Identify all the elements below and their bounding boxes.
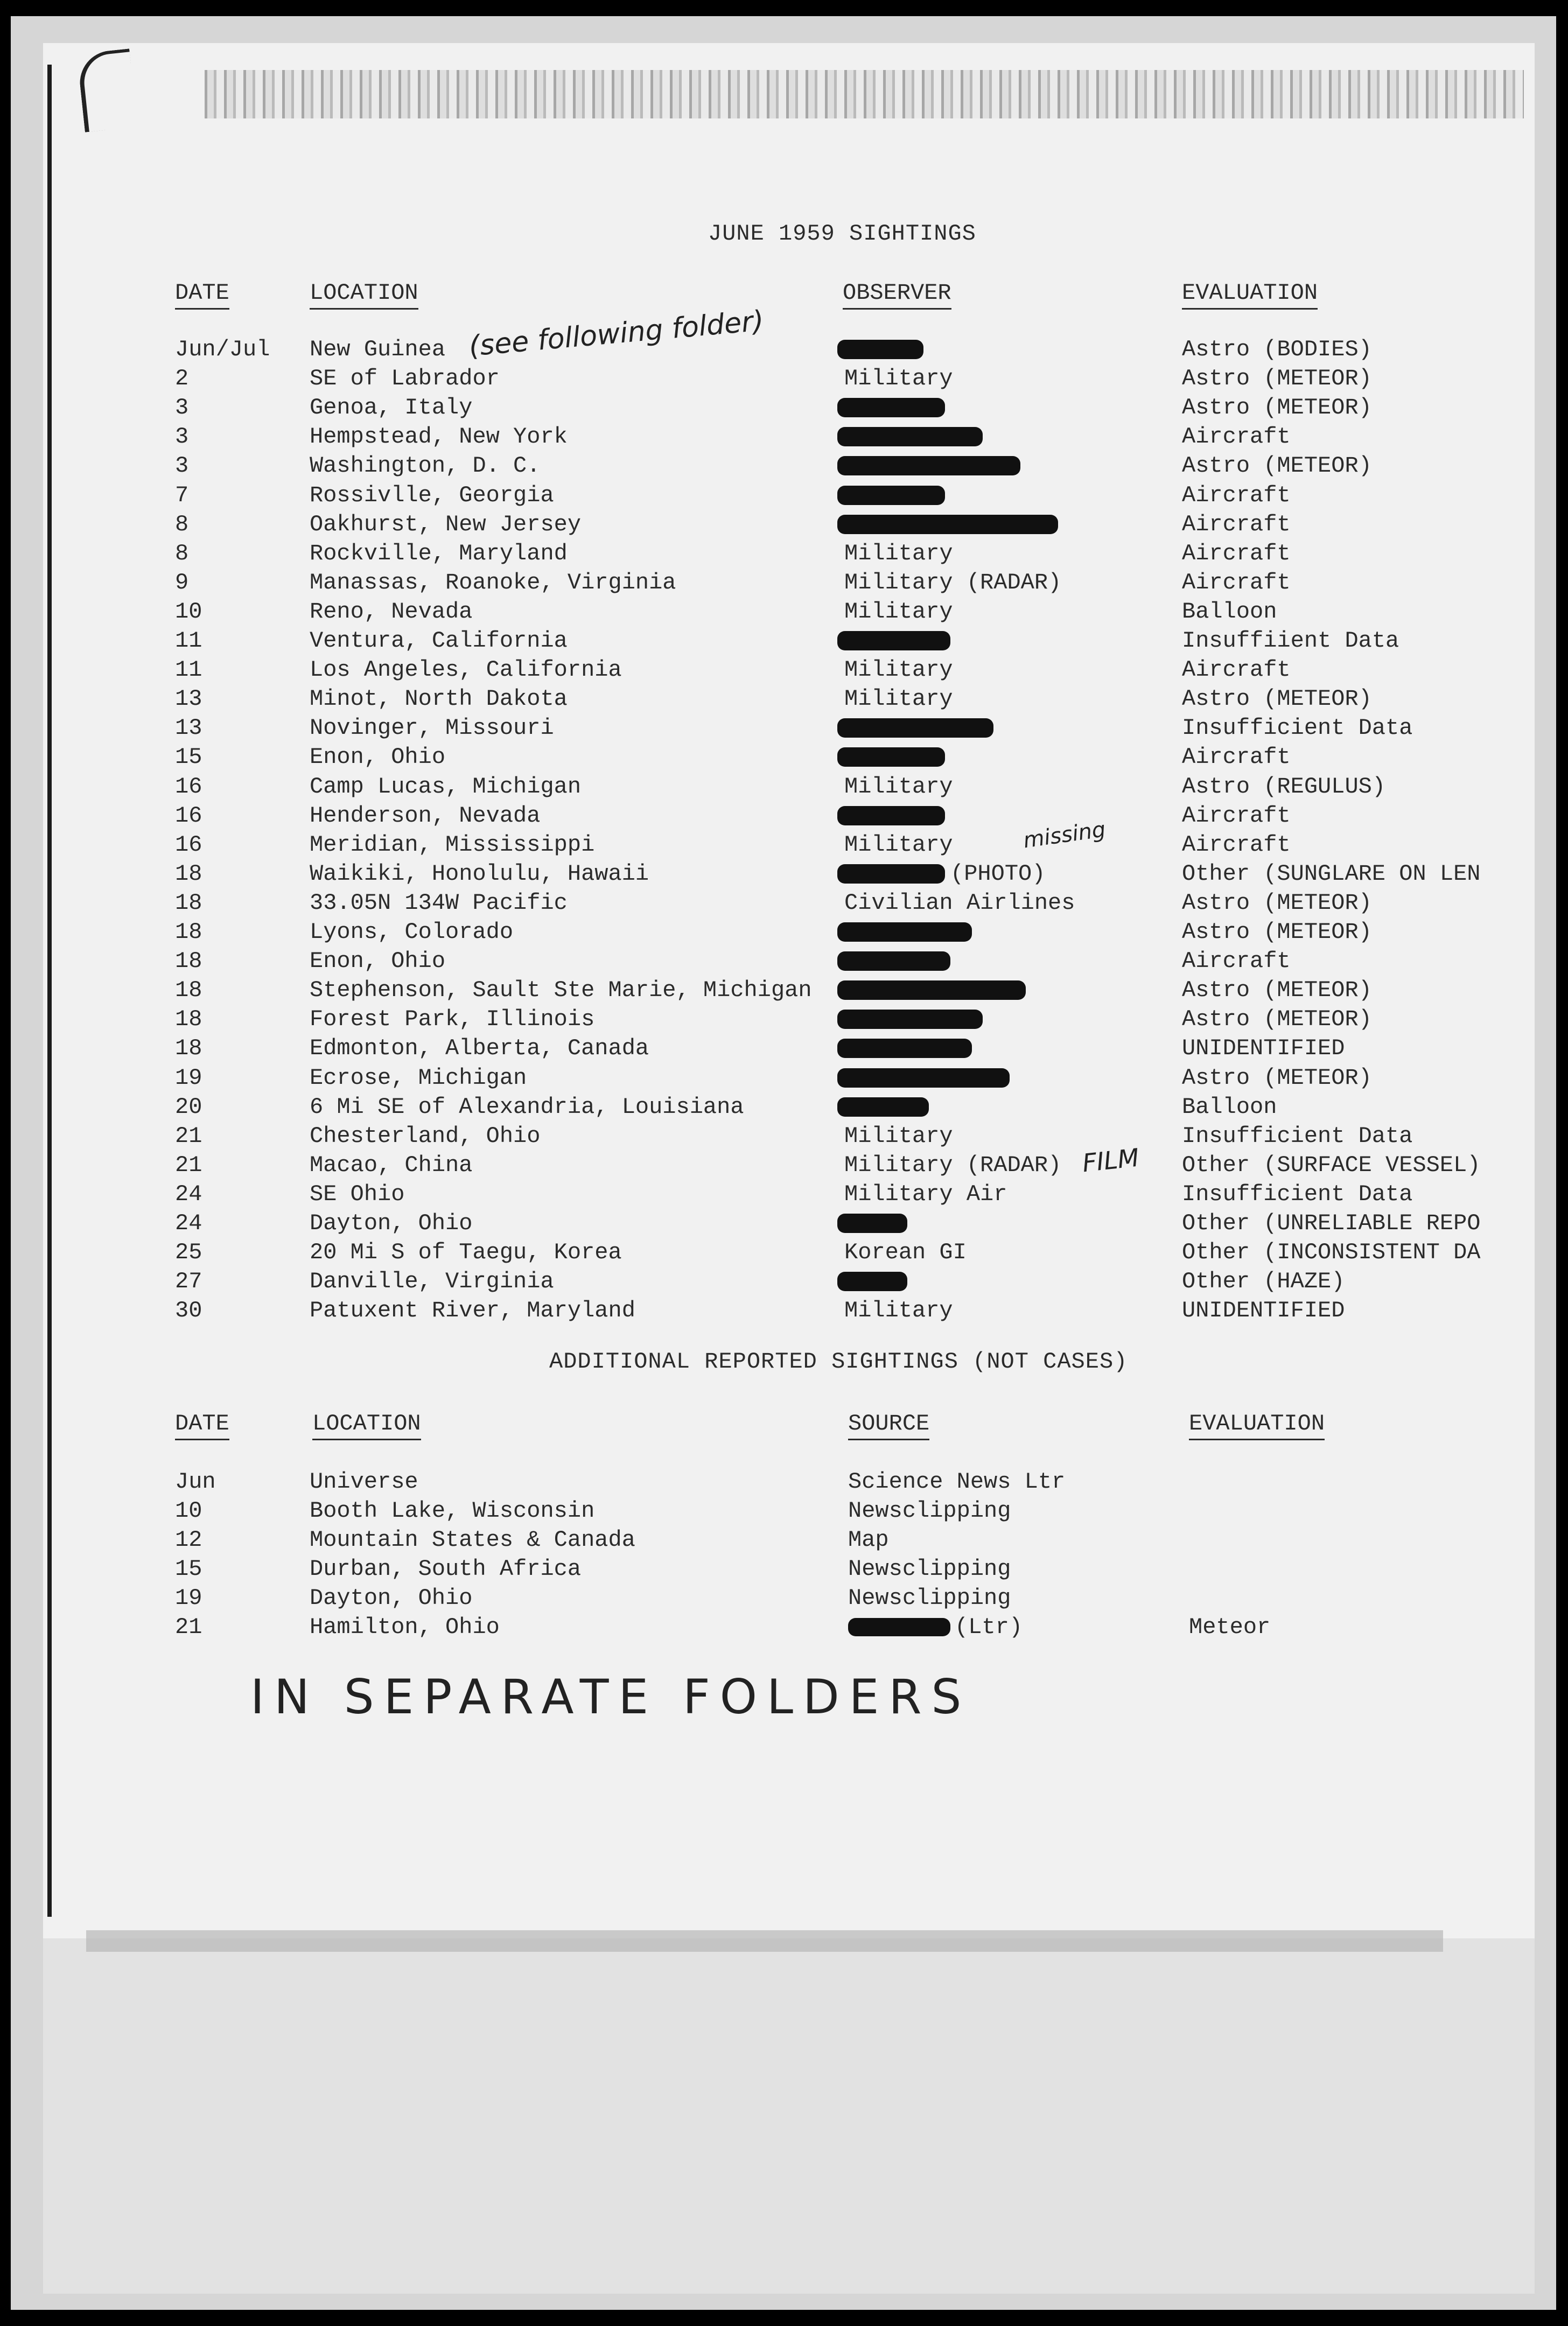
row-date: 12 xyxy=(175,1527,202,1553)
row-date: Jun/Jul xyxy=(175,337,270,362)
row-evaluation: Balloon xyxy=(1182,1094,1277,1120)
row-source xyxy=(848,1498,1011,1524)
row-evaluation: Aircraft xyxy=(1182,511,1291,537)
row-date: 30 xyxy=(175,1298,202,1324)
row-observer: Military xyxy=(844,657,953,683)
redaction-bar xyxy=(837,340,923,359)
table-row xyxy=(0,599,1568,628)
table-row xyxy=(0,1035,1568,1064)
row-location: Hempstead, New York xyxy=(310,424,568,450)
redaction-bar xyxy=(837,456,1020,475)
row-location: Henderson, Nevada xyxy=(310,802,541,829)
row-evaluation: Insufficient Data xyxy=(1182,1181,1413,1207)
row-source-text: Newsclipping xyxy=(848,1585,1011,1611)
table-row xyxy=(0,1298,1568,1327)
row-location: Universe xyxy=(310,1469,418,1495)
row-evaluation: Astro (METEOR) xyxy=(1182,453,1372,479)
row-evaluation: Aircraft xyxy=(1182,948,1291,975)
table-row xyxy=(0,512,1568,541)
header-observer: OBSERVER xyxy=(843,280,951,306)
row-date: 10 xyxy=(175,598,202,625)
row-source xyxy=(848,1556,1011,1582)
row-location: Genoa, Italy xyxy=(310,395,473,421)
redaction-bar xyxy=(837,427,983,446)
row-location: Ecrose, Michigan xyxy=(310,1064,527,1091)
row-location: Enon, Ohio xyxy=(310,948,446,975)
row-source-text: Map xyxy=(848,1527,889,1553)
row-location: Forest Park, Illinois xyxy=(310,1006,595,1033)
row-evaluation: Astro (METEOR) xyxy=(1182,919,1372,945)
table-row xyxy=(0,482,1568,512)
scan-noise-strip xyxy=(205,70,1524,118)
row-observer: Military xyxy=(844,686,953,712)
row-location: Lyons, Colorado xyxy=(310,919,514,945)
row-observer: Military (RADAR) xyxy=(844,1152,1062,1178)
redaction-bar xyxy=(837,486,945,505)
table-row xyxy=(0,1527,1568,1556)
row-date: 13 xyxy=(175,686,202,712)
table-row xyxy=(0,541,1568,570)
row-observer: Military xyxy=(844,366,953,392)
table-row xyxy=(0,919,1568,948)
row-location: Booth Lake, Wisconsin xyxy=(310,1498,595,1524)
row-evaluation: Aircraft xyxy=(1182,657,1291,683)
additional-title: ADDITIONAL REPORTED SIGHTINGS (NOT CASES) xyxy=(549,1349,1128,1375)
table-row xyxy=(0,337,1568,366)
row-date: 10 xyxy=(175,1498,202,1524)
row-date: 25 xyxy=(175,1239,202,1266)
row-location: Camp Lucas, Michigan xyxy=(310,773,582,800)
row-location: Waikiki, Honolulu, Hawaii xyxy=(310,860,649,887)
row-location: Enon, Ohio xyxy=(310,744,446,770)
row-date: 3 xyxy=(175,424,189,450)
handwritten-separate-folders: IN SEPARATE FOLDERS xyxy=(250,1669,971,1725)
row-date: 11 xyxy=(175,657,202,683)
table-row xyxy=(0,861,1568,890)
row-evaluation: Insufficient Data xyxy=(1182,1123,1413,1149)
row-date: 24 xyxy=(175,1210,202,1236)
row-date: 18 xyxy=(175,977,202,1004)
table-row xyxy=(0,832,1568,861)
table-row xyxy=(0,1006,1568,1035)
row-source xyxy=(848,1527,889,1553)
row-evaluation: Other (UNRELIABLE REPO xyxy=(1182,1210,1481,1236)
page-shadow xyxy=(86,1930,1443,1952)
row-observer: Military xyxy=(844,540,953,566)
table-row xyxy=(0,366,1568,395)
redaction-bar xyxy=(837,631,950,650)
row-observer: Military xyxy=(844,598,953,625)
table-row xyxy=(0,1585,1568,1614)
row-date: 2 xyxy=(175,366,189,392)
table-row xyxy=(0,1123,1568,1152)
row-evaluation: Other (SUNGLARE ON LEN xyxy=(1182,860,1481,887)
redaction-bar xyxy=(837,398,945,417)
row-location: SE Ohio xyxy=(310,1181,405,1207)
row-observer: Korean GI xyxy=(844,1239,967,1266)
redaction-bar xyxy=(837,1010,983,1029)
redaction-bar xyxy=(837,1039,972,1058)
row-evaluation: Astro (METEOR) xyxy=(1182,686,1372,712)
header-location: LOCATION xyxy=(310,280,418,306)
row-date: 18 xyxy=(175,919,202,945)
row-evaluation: Astro (METEOR) xyxy=(1182,1064,1372,1091)
row-date: 3 xyxy=(175,453,189,479)
row-location: Stephenson, Sault Ste Marie, Michigan xyxy=(310,977,812,1004)
table-row xyxy=(0,424,1568,453)
row-evaluation: Insuffiient Data xyxy=(1182,628,1399,654)
redaction-bar xyxy=(837,1272,907,1291)
row-observer: Military (RADAR) xyxy=(844,569,1062,595)
row-evaluation: Aircraft xyxy=(1182,540,1291,566)
row-date: 11 xyxy=(175,628,202,654)
row-date: 19 xyxy=(175,1064,202,1091)
row-date: 18 xyxy=(175,860,202,887)
row-evaluation: Astro (METEOR) xyxy=(1182,977,1372,1004)
table-row xyxy=(0,1152,1568,1181)
row-date: 16 xyxy=(175,802,202,829)
row-location: Chesterland, Ohio xyxy=(310,1123,541,1149)
row-evaluation: Astro (REGULUS) xyxy=(1182,773,1386,800)
row-location: Manassas, Roanoke, Virginia xyxy=(310,569,676,595)
row-evaluation: Aircraft xyxy=(1182,424,1291,450)
row-location: Mountain States & Canada xyxy=(310,1527,635,1553)
table-row xyxy=(0,1094,1568,1123)
row-date: 18 xyxy=(175,948,202,975)
table-row xyxy=(0,453,1568,482)
row-date: 13 xyxy=(175,715,202,741)
row-date: 18 xyxy=(175,889,202,916)
row-date: 3 xyxy=(175,395,189,421)
row-date: 16 xyxy=(175,773,202,800)
row-source xyxy=(848,1469,1065,1495)
header-evaluation: EVALUATION xyxy=(1182,280,1318,306)
table-row xyxy=(0,1498,1568,1527)
redaction-bar xyxy=(837,1068,1010,1088)
table-row xyxy=(0,1239,1568,1269)
row-location: Dayton, Ohio xyxy=(310,1585,473,1611)
row-date: 9 xyxy=(175,569,189,595)
additional-header-location: LOCATION xyxy=(312,1411,421,1437)
table-row xyxy=(0,1269,1568,1298)
additional-header-date: DATE xyxy=(175,1411,229,1437)
redaction-bar xyxy=(848,1618,950,1636)
row-location: Durban, South Africa xyxy=(310,1556,582,1582)
redaction-bar xyxy=(837,922,972,942)
row-evaluation: Astro (METEOR) xyxy=(1182,1006,1372,1033)
table-row xyxy=(0,1556,1568,1585)
row-date: 8 xyxy=(175,540,189,566)
row-evaluation: Insufficient Data xyxy=(1182,715,1413,741)
redaction-bar xyxy=(837,718,993,738)
handwritten-missing: missing xyxy=(1021,817,1108,853)
row-observer: Military xyxy=(844,831,953,858)
redaction-bar xyxy=(837,1214,907,1233)
row-date: 21 xyxy=(175,1123,202,1149)
row-location: Macao, China xyxy=(310,1152,473,1178)
row-date: 8 xyxy=(175,511,189,537)
row-observer: Military Air xyxy=(844,1181,1007,1207)
row-evaluation: Aircraft xyxy=(1182,831,1291,858)
row-evaluation: Aircraft xyxy=(1182,482,1291,508)
table-row xyxy=(0,1614,1568,1643)
table-row xyxy=(0,628,1568,657)
table-row xyxy=(0,570,1568,599)
additional-header-source: SOURCE xyxy=(848,1411,929,1437)
row-source-text: Science News Ltr xyxy=(848,1469,1066,1495)
redaction-bar xyxy=(837,980,1026,1000)
row-location: Rockville, Maryland xyxy=(310,540,568,566)
row-date: 19 xyxy=(175,1585,202,1611)
row-date: 7 xyxy=(175,482,189,508)
row-observer: Military xyxy=(844,1298,953,1324)
row-evaluation: Astro (METEOR) xyxy=(1182,395,1372,421)
row-evaluation: Astro (METEOR) xyxy=(1182,366,1372,392)
table-row xyxy=(0,657,1568,686)
row-date: 20 xyxy=(175,1094,202,1120)
row-observer: Military xyxy=(844,1123,953,1149)
row-location: 33.05N 134W Pacific xyxy=(310,889,568,916)
table-row xyxy=(0,1210,1568,1239)
row-evaluation: Aircraft xyxy=(1182,569,1291,595)
table-row xyxy=(0,1181,1568,1210)
row-location: SE of Labrador xyxy=(310,366,500,392)
table-row xyxy=(0,715,1568,744)
row-source-text: (Ltr) xyxy=(955,1614,1023,1640)
row-observer: Civilian Airlines xyxy=(844,889,1075,916)
row-date: 18 xyxy=(175,1006,202,1033)
row-evaluation: Balloon xyxy=(1182,598,1277,625)
page-bottom-margin xyxy=(43,1938,1535,2294)
row-evaluation: Astro (METEOR) xyxy=(1182,889,1372,916)
row-date: 24 xyxy=(175,1181,202,1207)
row-source-text: Newsclipping xyxy=(848,1498,1011,1524)
header-date: DATE xyxy=(175,280,229,306)
table-row xyxy=(0,948,1568,977)
row-location: Washington, D. C. xyxy=(310,453,541,479)
row-evaluation: Other (HAZE) xyxy=(1182,1269,1345,1295)
row-source xyxy=(848,1614,1023,1640)
row-location: 20 Mi S of Taegu, Korea xyxy=(310,1239,622,1266)
row-location: Dayton, Ohio xyxy=(310,1210,473,1236)
row-date: 15 xyxy=(175,744,202,770)
row-location: Ventura, California xyxy=(310,628,568,654)
row-evaluation: UNIDENTIFIED xyxy=(1182,1298,1345,1324)
row-evaluation: Aircraft xyxy=(1182,744,1291,770)
row-source-text: Newsclipping xyxy=(848,1556,1011,1582)
row-location: Hamilton, Ohio xyxy=(310,1614,500,1640)
row-location: Edmonton, Alberta, Canada xyxy=(310,1035,649,1062)
row-date: 16 xyxy=(175,831,202,858)
row-observer: Military xyxy=(844,773,953,800)
row-evaluation: Other (INCONSISTENT DA xyxy=(1182,1239,1481,1266)
row-location: Oakhurst, New Jersey xyxy=(310,511,582,537)
row-date: 27 xyxy=(175,1269,202,1295)
row-date: 21 xyxy=(175,1152,202,1178)
additional-header-evaluation: EVALUATION xyxy=(1189,1411,1325,1437)
table-row xyxy=(0,890,1568,919)
redaction-bar xyxy=(837,864,945,884)
row-location: Rossivlle, Georgia xyxy=(310,482,554,508)
row-location: Patuxent River, Maryland xyxy=(310,1298,635,1324)
table-row xyxy=(0,395,1568,424)
row-location: Meridian, Mississippi xyxy=(310,831,595,858)
table-row xyxy=(0,774,1568,803)
handwritten-see-following-folder: (see following folder) xyxy=(467,305,766,363)
row-location: Reno, Nevada xyxy=(310,598,473,625)
redaction-bar xyxy=(837,1097,929,1117)
redaction-bar xyxy=(837,747,945,767)
row-date: 18 xyxy=(175,1035,202,1062)
row-source xyxy=(848,1585,1011,1611)
row-location: 6 Mi SE of Alexandria, Louisiana xyxy=(310,1094,744,1120)
redaction-bar xyxy=(837,951,950,971)
row-observer: (PHOTO) xyxy=(950,860,1046,887)
row-location: New Guinea xyxy=(310,337,446,362)
row-evaluation: Astro (BODIES) xyxy=(1182,337,1372,362)
table-row xyxy=(0,977,1568,1006)
row-evaluation: Other (SURFACE VESSEL) xyxy=(1182,1152,1481,1178)
table-row xyxy=(0,686,1568,715)
table-row xyxy=(0,1469,1568,1498)
table-row xyxy=(0,744,1568,773)
row-location: Novinger, Missouri xyxy=(310,715,554,741)
row-date: 21 xyxy=(175,1614,202,1640)
row-evaluation: UNIDENTIFIED xyxy=(1182,1035,1345,1062)
row-date: Jun xyxy=(175,1469,216,1495)
handwritten-film: FILM xyxy=(1081,1143,1140,1178)
row-evaluation: Aircraft xyxy=(1182,802,1291,829)
table-row xyxy=(0,1065,1568,1094)
document-title: JUNE 1959 SIGHTINGS xyxy=(708,221,976,247)
table-row xyxy=(0,803,1568,832)
redaction-bar xyxy=(837,515,1058,534)
row-location: Minot, North Dakota xyxy=(310,686,568,712)
row-evaluation: Meteor xyxy=(1189,1614,1271,1640)
row-date: 15 xyxy=(175,1556,202,1582)
row-location: Danville, Virginia xyxy=(310,1269,554,1295)
redaction-bar xyxy=(837,806,945,825)
row-location: Los Angeles, California xyxy=(310,657,622,683)
